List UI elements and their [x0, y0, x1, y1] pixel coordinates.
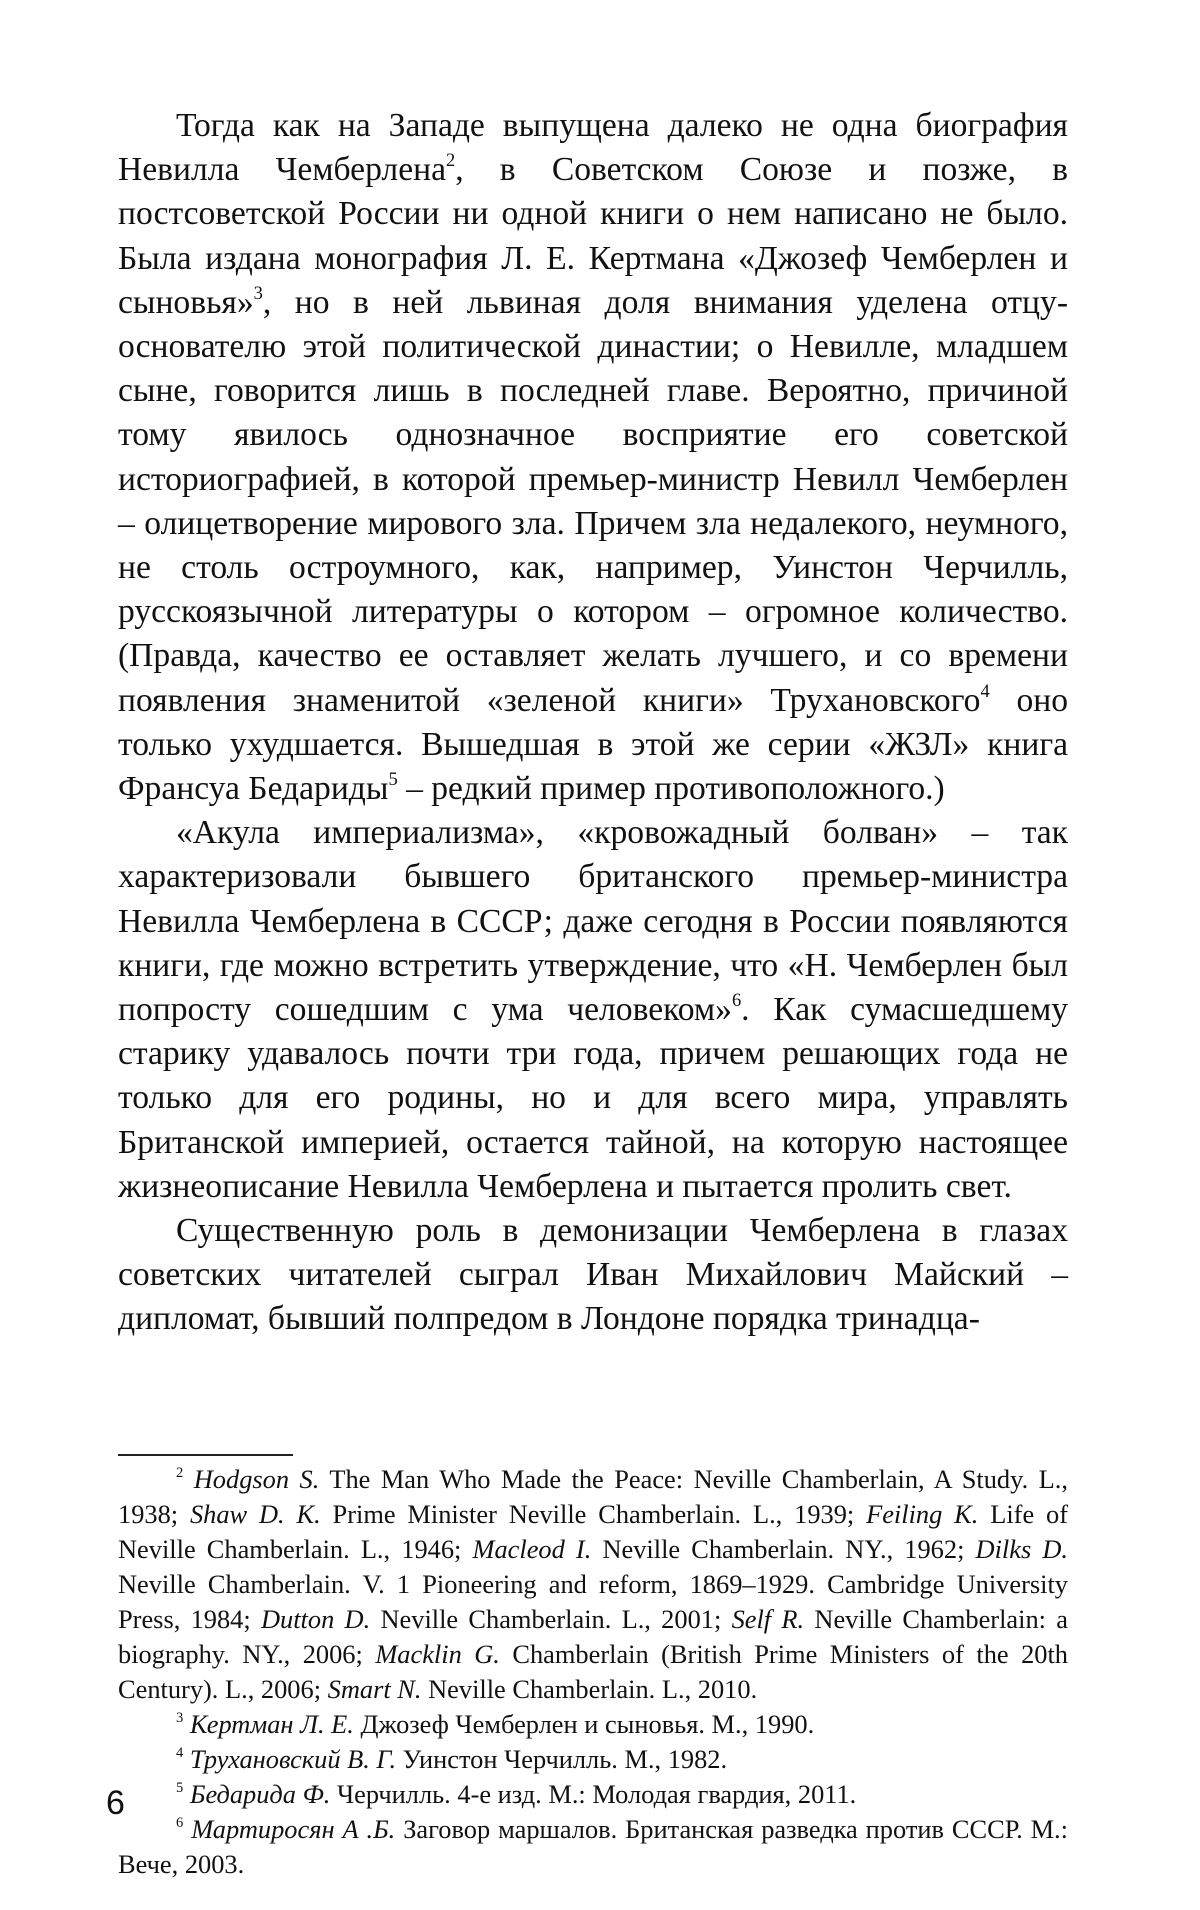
author-name: Smart N. [327, 1674, 422, 1704]
text-run: Prime Minister Neville Chamberlain. L., 1939; [320, 1499, 867, 1529]
text-run [183, 1814, 191, 1844]
author-name: Macleod I. [472, 1534, 592, 1564]
note-ref: 2 [445, 150, 456, 171]
author-name: Dilks D. [975, 1534, 1068, 1564]
author-name: Кертман Л. Е. [189, 1709, 354, 1739]
text-run [183, 1709, 190, 1739]
footnote [118, 1742, 1068, 1777]
text-run: The Man Who Made the Peace: Neville Chamberlain, A Study. L., 1938; [118, 1464, 1068, 1529]
text-run: , в Советском Союзе и позже, в постсоветской России ни одной книги о нем написано не было. Была издана монография Л. Е. Кертмана «Джозеф Чемберлен и сыновья» [118, 151, 1069, 321]
note-ref: 6 [176, 1815, 184, 1832]
note-ref: 3 [253, 282, 263, 303]
text-run: Neville Chamberlain. NY., 1962; [591, 1534, 976, 1564]
author-name: Dutton D. [260, 1604, 371, 1634]
footnotes [118, 1462, 1068, 1882]
author-name: Shaw D. K. [189, 1499, 321, 1529]
paragraph [118, 811, 1068, 1209]
main-text [118, 104, 1068, 1342]
text-run: «Акула империализма», «кровожадный болван» – так характеризовали бывшего британского премьер-министра Невилла Чемберлена в СССР; даже сегодня в России появляются книги, где можно встретить утверждение, что «Н. Чемберлен был попросту сошедшим с ума человеком» [118, 814, 1068, 1029]
paragraph [118, 1209, 1068, 1342]
text-run: Уинстон Черчилль. М., 1982. [396, 1744, 728, 1774]
text-run: Life of Neville Chamberlain. L., 1946; [118, 1499, 1068, 1564]
footnote [118, 1777, 1068, 1812]
note-ref: 5 [388, 769, 398, 790]
text-run: Заговор маршалов. Британская разведка против СССР. М.: Вече, 2003. [118, 1814, 1068, 1879]
text-run [183, 1464, 193, 1494]
note-ref: 2 [176, 1465, 184, 1482]
text-run: Neville Chamberlain. L., 2001; [370, 1604, 732, 1634]
footnote [118, 1707, 1068, 1742]
footnote [118, 1462, 1068, 1707]
author-name: Macklin G. [375, 1639, 500, 1669]
text-run: оно только ухудшается. Вышедшая в этой же серии «ЖЗЛ» книга Франсуа Бедариды [118, 681, 1068, 808]
note-ref: 4 [176, 1745, 184, 1762]
text-run: Джозеф Чемберлен и сыновья. М., 1990. [353, 1709, 815, 1739]
author-name: Бедарида Ф. [189, 1779, 331, 1809]
author-name: Hodgson S. [193, 1464, 320, 1494]
page-number: 6 [106, 1784, 125, 1822]
note-ref: 6 [731, 990, 742, 1011]
text-run: – редкий пример противоположного.) [397, 770, 945, 808]
footnote-separator [118, 1454, 293, 1456]
text-run: Существенную роль в демонизации Чемберлена в глазах советских читателей сыграл Иван Михайлович Майский – дипломат, бывший полпредом в Лондоне порядка тринадца- [118, 1212, 1068, 1338]
footnote [118, 1812, 1068, 1882]
author-name: Self R. [731, 1604, 805, 1634]
text-run: . Как сумасшедшему старику удавалось почти три года, причем решающих года не только для его родины, но и для всего мира, управлять Британской империей, остается тайной, на которую настоящее жизнеописание Невилла Чемберлена и пытается пролить свет. [118, 991, 1068, 1205]
paragraph [118, 104, 1068, 811]
note-ref: 3 [176, 1710, 184, 1727]
text-run: Neville Chamberlain. V. 1 Pioneering and reform, 1869–1929. Cambridge University Press, 1984; [118, 1569, 1068, 1634]
text-run: , но в ней львиная доля внимания уделена отцу-основателю этой политической династии; о Невилле, младшем сыне, говорится лишь в последней главе. Вероятно, причиной тому явилось однозначное восприятие его советской историографией, в которой премьер-министр Невилл Чемберлен – олицетворение мирового зла. Причем зла недалекого, неумного, не столь остроумного, как, например, Уинстон Черчилль, русскоязычной литературы о котором – огромное количество. (Правда, качество ее оставляет желать лучшего, и со времени появления знаменитой «зеленой книги» Трухановского [118, 283, 1068, 719]
author-name: Мартиросян А .Б. [191, 1814, 396, 1844]
text-run [183, 1779, 190, 1809]
text-run: Chamberlain (British Prime Ministers of the 20th Century). L., 2006; [118, 1639, 1068, 1704]
text-run: Neville Chamberlain. L., 2010. [421, 1674, 758, 1704]
text-run [183, 1744, 190, 1774]
text-run: Черчилль. 4-е изд. М.: Молодая гвардия, 2011. [330, 1779, 857, 1809]
author-name: Feiling K. [866, 1499, 979, 1529]
text-run: Neville Chamberlain: a biography. NY., 2006; [118, 1604, 1068, 1669]
note-ref: 5 [176, 1780, 184, 1797]
author-name: Трухановский В. Г. [189, 1744, 397, 1774]
text-run: Тогда как на Западе выпущена далеко не одна биография Невилла Чемберлена [118, 107, 1068, 189]
note-ref: 4 [980, 680, 990, 701]
